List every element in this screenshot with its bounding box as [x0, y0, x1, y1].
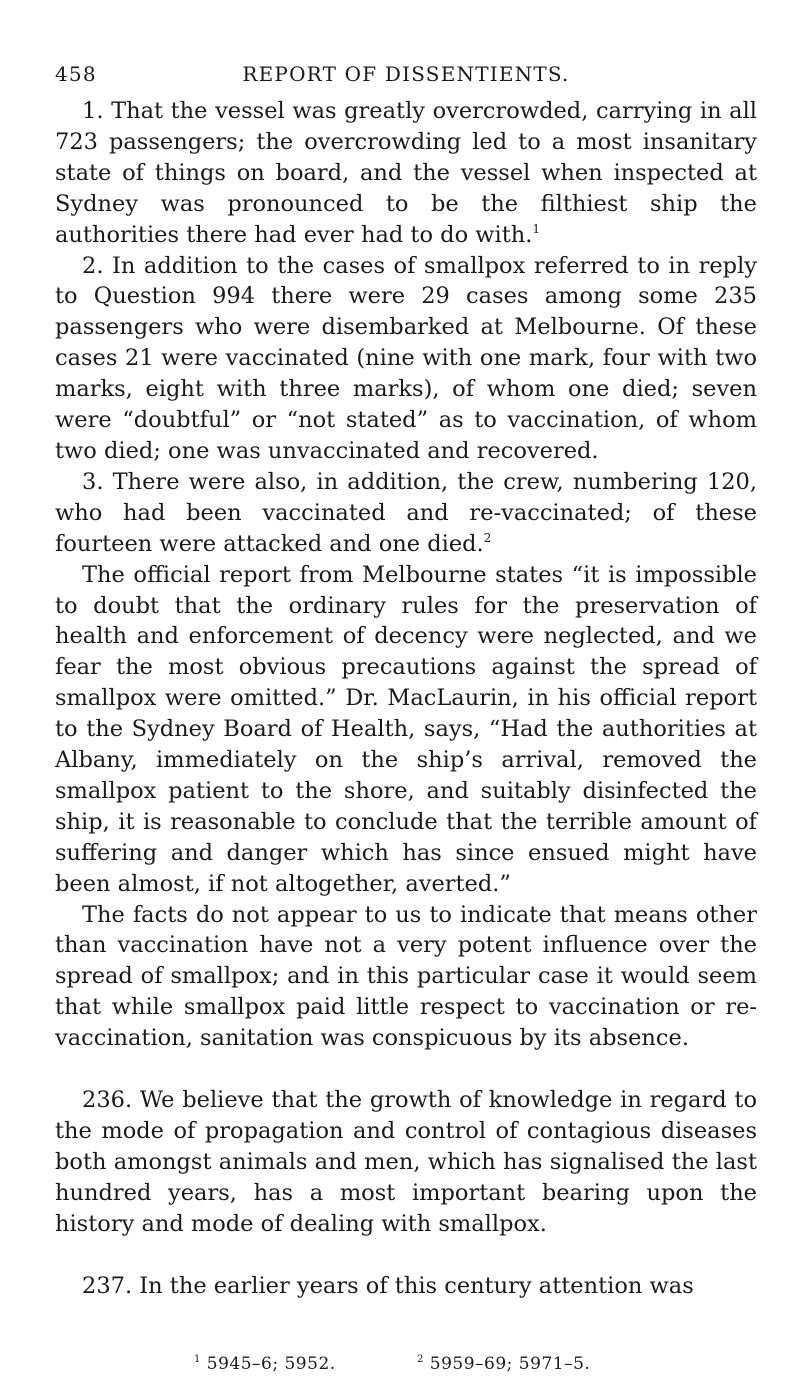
footnote-2: $^2$ 5959–69; 5971–5.	[417, 1354, 591, 1374]
paragraph-3: 3. There were also, in addition, the crew, numbering 120, who had been vaccinated and re-vaccinated; of these fourteen were attacked and one died.$^2$	[55, 468, 757, 557]
footnote-1: $^1$ 5945–6; 5952.	[194, 1354, 336, 1374]
footnotes	[55, 1354, 757, 1380]
paragraph-1: 1. That the vessel was greatly overcrowded, carrying in all 723 passengers; the overcrowding led to a most insanitary state of things on board, and the vessel when inspected at Sydney was pronounced to be the filthiest ship the authorities there had ever had to do with.$^1$	[55, 98, 757, 248]
footnote-ref-2: 2	[483, 530, 492, 545]
page-number: 458	[55, 62, 97, 86]
body-text	[55, 96, 757, 1302]
paragraph-5: The facts do not appear to us to indicate that means other than vaccination have not a very potent influence over the spread of smallpox; and in this particular case it would seem that while smallpox paid little respect to vaccination or re-vaccination, sanitation was conspicuous by its absence.	[55, 901, 757, 1052]
paragraph-2: 2. In addition to the cases of smallpox referred to in reply to Question 994 there were 29 cases among some 235 passengers who were disembarked at Melbourne. Of these cases 21 were vaccinated (nine with one mark, four with two marks, eight with three marks), of whom one died; seven were “doubtful” or “not stated” as to vaccination, of whom two died; one was unvaccinated and recovered.	[55, 252, 757, 464]
running-head: REPORT OF DISSENTIENTS.	[242, 62, 570, 86]
paragraph-237: 237. In the earlier years of this century attention was	[82, 1272, 694, 1299]
footnote-ref-1: 1	[532, 221, 541, 236]
paragraph-236: 236. We believe that the growth of knowledge in regard to the mode of propagation and control of contagious diseases both amongst animals and men, which has signalised the last hundred years, has a most important bearing upon the history and mode of dealing with smallpox.	[55, 1087, 757, 1237]
page-header	[55, 62, 757, 86]
paragraph-4: The official report from Melbourne states “it is impossible to doubt that the ordinary rules for the preservation of health and enforcement of decency were neglected, and we fear the most obvious precautions against the spread of smallpox were omitted.” Dr. MacLaurin, in his official report to the Sydney Board of Health, says, “Had the authorities at Albany, immediately on the ship’s arrival, removed the smallpox patient to the shore, and suitably disinfected the ship, it is reasonable to conclude that the terrible amount of suffering and danger which has since ensued might have been almost, if not altogether, averted.”	[55, 561, 757, 897]
